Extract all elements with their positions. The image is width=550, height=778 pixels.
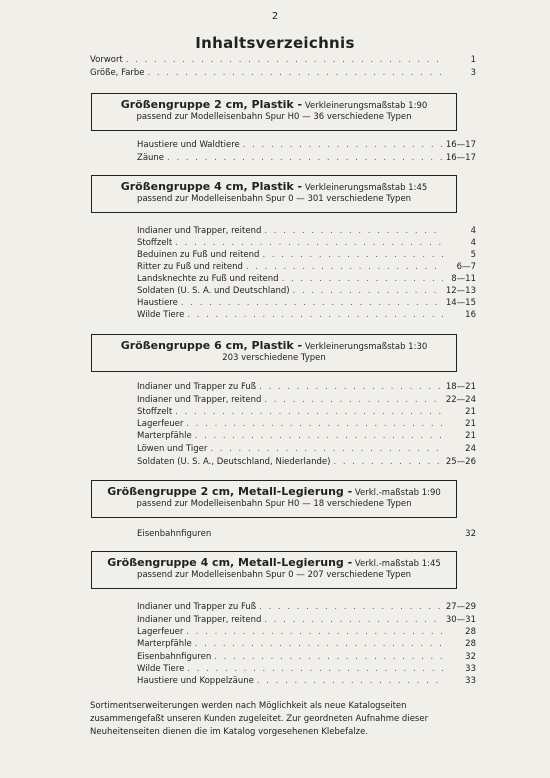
toc-entry-page: 33	[465, 676, 476, 686]
toc-entry	[137, 394, 476, 406]
toc-entry-label: Haustiere und Koppelzäune	[137, 676, 254, 686]
toc-entry-label: Marterpfähle	[137, 639, 192, 649]
toc-entry	[137, 443, 476, 455]
toc-entry-page: 14—15	[445, 298, 476, 308]
toc-entry	[137, 273, 476, 285]
dot-leader	[243, 139, 443, 151]
toc-entry-page: 4	[470, 226, 476, 236]
toc-entry-label: Größe, Farbe	[90, 68, 145, 78]
toc-entry	[137, 297, 476, 309]
dot-leader	[282, 273, 443, 285]
toc-entry-label: Vorwort	[90, 55, 123, 65]
toc-entry-label: Stoffzelt	[137, 238, 173, 248]
dot-leader	[262, 249, 443, 261]
dot-leader	[175, 406, 443, 418]
toc-entry	[137, 381, 476, 393]
toc-entry-label: Indianer und Trapper, reitend	[137, 226, 262, 236]
toc-entry-page: 18—21	[445, 382, 476, 392]
toc-entry-page: 32	[465, 652, 476, 662]
toc-entry-page: 4	[470, 238, 476, 248]
toc-entry-page: 30—31	[445, 615, 476, 625]
toc-entry-page: 28	[465, 639, 476, 649]
toc-entry-label: Indianer und Trapper, reitend	[137, 615, 262, 625]
section-heading-scale: Verkleinerungsmaßstab 1:90	[304, 101, 428, 111]
dot-leader	[186, 418, 443, 430]
toc-entry	[137, 285, 476, 297]
dot-leader	[333, 456, 442, 468]
toc-entry-label: Soldaten (U. S. A. und Deutschland)	[137, 286, 290, 296]
section-subline: passend zur Modelleisenbahn Spur H0 — 36 verschiedene Typen	[136, 112, 412, 122]
toc-entry	[137, 152, 476, 164]
dot-leader	[181, 297, 443, 309]
toc-entry-label: Landsknechte zu Fuß und reitend	[137, 274, 279, 284]
toc-entry-label: Löwen und Tiger	[137, 444, 208, 454]
toc-entry-label: Wilde Tiere	[137, 664, 185, 674]
section-heading-box	[91, 334, 457, 372]
dot-leader	[186, 626, 443, 638]
toc-entry-page: 8—11	[451, 274, 476, 284]
toc-entry	[137, 309, 476, 321]
dot-leader	[148, 67, 443, 79]
section-subline: passend zur Modelleisenbahn Spur H0 — 18 verschiedene Typen	[136, 499, 412, 509]
dot-leader	[257, 675, 443, 687]
dot-leader	[195, 638, 443, 650]
toc-entry-label: Indianer und Trapper, reitend	[137, 395, 262, 405]
toc-entry	[137, 237, 476, 249]
dot-leader	[126, 54, 443, 66]
toc-entry	[137, 601, 476, 613]
toc-entry	[137, 249, 476, 261]
section-subline: 203 verschiedene Typen	[222, 353, 326, 363]
toc-entry-page: 25—26	[445, 457, 476, 467]
toc-entry	[90, 54, 476, 66]
toc-entry-label: Zäune	[137, 153, 165, 163]
toc-entry-page: 24	[465, 444, 476, 454]
toc-entry	[137, 651, 476, 663]
page-number: 2	[271, 11, 279, 22]
toc-entry	[137, 675, 476, 687]
toc-entry-label: Ritter zu Fuß und reitend	[137, 262, 243, 272]
dot-leader	[187, 309, 443, 321]
toc-entry	[137, 418, 476, 430]
dot-leader	[210, 443, 443, 455]
dot-leader	[187, 663, 443, 675]
toc-entry	[137, 663, 476, 675]
section-subline: passend zur Modelleisenbahn Spur 0 — 301 verschiedene Typen	[136, 194, 412, 204]
toc-entry	[137, 139, 476, 151]
dot-leader	[264, 394, 443, 406]
section-heading-title: Größengruppe 6 cm, Plastik -	[120, 339, 303, 352]
toc-entry	[137, 456, 476, 468]
toc-entry	[137, 638, 476, 650]
toc-entry	[137, 626, 476, 638]
section-heading-box	[91, 175, 457, 213]
section-heading-title: Größengruppe 4 cm, Plastik -	[120, 180, 303, 193]
toc-entry	[137, 261, 476, 273]
dot-leader	[167, 152, 443, 164]
toc-entry-page: 33	[465, 664, 476, 674]
toc-entry-page: 32	[465, 529, 476, 539]
dot-leader	[246, 261, 443, 273]
toc-entry-page: 12—13	[445, 286, 476, 296]
section-heading-box	[91, 480, 457, 518]
toc-entry	[137, 225, 476, 237]
dot-leader	[259, 601, 443, 613]
section-heading-title: Größengruppe 2 cm, Metall-Legierung -	[107, 485, 353, 498]
toc-entry-page: 27—29	[445, 602, 476, 612]
toc-entry-page: 1	[470, 55, 476, 65]
page-title: Inhaltsverzeichnis	[195, 34, 355, 52]
toc-entry	[137, 614, 476, 626]
section-heading-scale: Verkl.-maßstab 1:45	[354, 559, 441, 569]
toc-entry-page: 3	[470, 68, 476, 78]
toc-entry-page: 28	[465, 627, 476, 637]
toc-entry-page: 16—17	[445, 140, 476, 150]
section-heading-box	[91, 93, 457, 131]
toc-entry-page: 6—7	[456, 262, 476, 272]
toc-entry-label: Eisenbahnfiguren	[137, 529, 212, 539]
toc-entry-label: Wilde Tiere	[137, 310, 185, 320]
toc-entry-label: Marterpfähle	[137, 431, 192, 441]
toc-entry-label: Indianer und Trapper zu Fuß	[137, 602, 257, 612]
toc-entry-page: 21	[465, 431, 476, 441]
section-heading-title: Größengruppe 4 cm, Metall-Legierung -	[107, 556, 353, 569]
section-heading-box	[91, 551, 457, 589]
toc-entry-page: 21	[465, 407, 476, 417]
section-subline: passend zur Modelleisenbahn Spur 0 — 207 verschiedene Typen	[136, 570, 412, 580]
dot-leader	[195, 430, 443, 442]
section-heading-title: Größengruppe 2 cm, Plastik -	[120, 98, 303, 111]
toc-entry-label: Soldaten (U. S. A., Deutschland, Niederlande)	[137, 457, 331, 467]
toc-entry-label: Lagerfeuer	[137, 627, 184, 637]
toc-entry-page: 16—17	[445, 153, 476, 163]
footer-note: Sortimentserweiterungen werden nach Möglichkeit als neue Katalogseiten zusammengefaßt unseren Kunden zugeleitet. Zur geordneten Aufnahme dieser Neuheitenseiten dienen die im Katalog vorgesehenen Klebefalze.	[90, 701, 429, 737]
toc-entry-page: 22—24	[445, 395, 476, 405]
toc-entry-label: Beduinen zu Fuß und reitend	[137, 250, 260, 260]
toc-entry-label: Lagerfeuer	[137, 419, 184, 429]
toc-entry-label: Indianer und Trapper zu Fuß	[137, 382, 257, 392]
dot-leader	[264, 225, 443, 237]
toc-entry-page: 21	[465, 419, 476, 429]
dot-leader	[264, 614, 443, 626]
section-heading-scale: Verkl.-maßstab 1:90	[354, 488, 441, 498]
section-heading-scale: Verkleinerungsmaßstab 1:30	[304, 342, 428, 352]
dot-leader	[214, 651, 443, 663]
toc-entry	[90, 67, 476, 79]
toc-entry-label: Haustiere und Waldtiere	[137, 140, 240, 150]
toc-entry-page: 16	[465, 310, 476, 320]
toc-entry-page: 5	[470, 250, 476, 260]
dot-leader	[293, 285, 443, 297]
toc-entry-label: Haustiere	[137, 298, 178, 308]
dot-leader	[259, 381, 443, 393]
toc-entry	[137, 528, 476, 540]
toc-entry	[137, 430, 476, 442]
toc-entry-label: Eisenbahnfiguren	[137, 652, 212, 662]
dot-leader	[175, 237, 443, 249]
section-heading-scale: Verkleinerungsmaßstab 1:45	[304, 183, 428, 193]
toc-entry	[137, 406, 476, 418]
toc-entry-label: Stoffzelt	[137, 407, 173, 417]
